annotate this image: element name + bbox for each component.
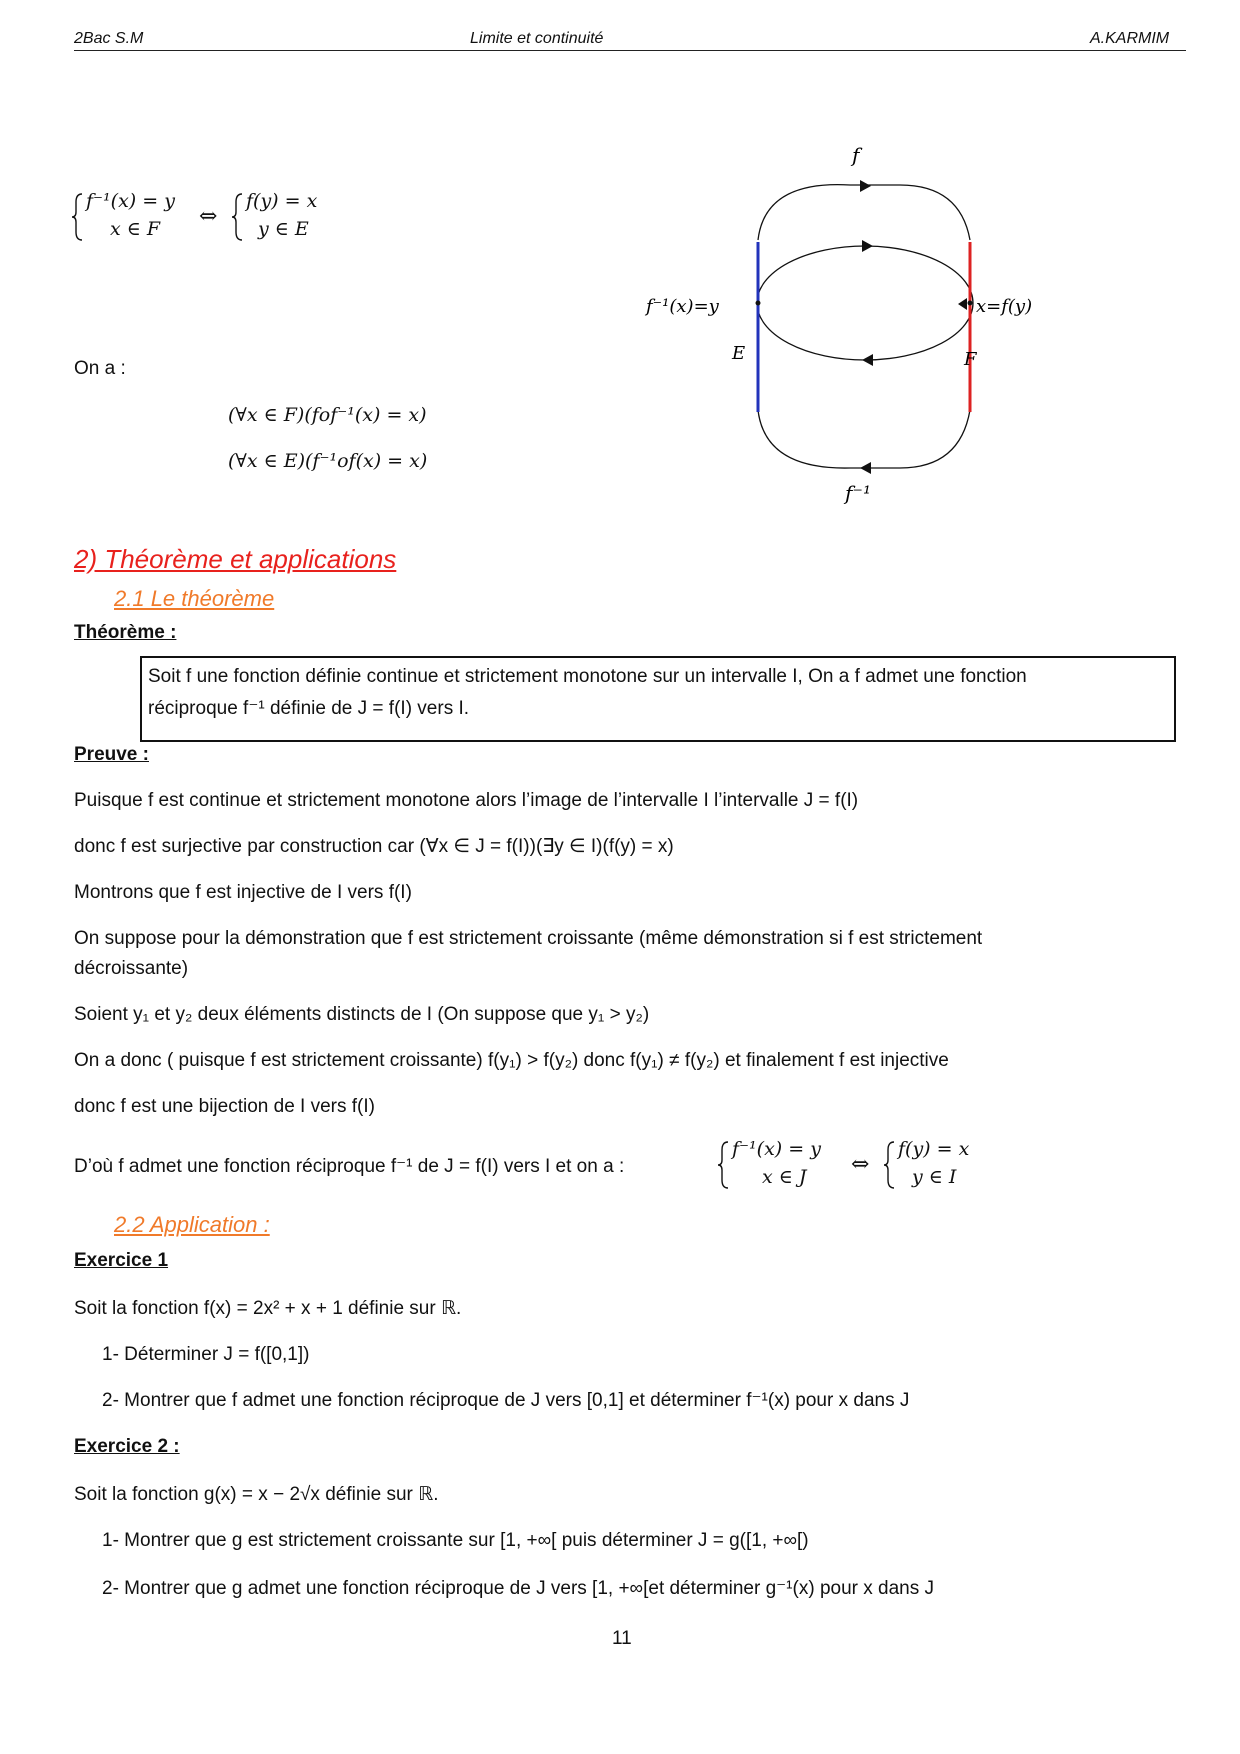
arrow-bottom-ellipse-icon	[862, 354, 873, 366]
header-rule	[74, 50, 1186, 51]
label-finv: f⁻¹	[845, 481, 871, 505]
theorem-label: Théorème :	[74, 622, 177, 643]
proof-line-1: Puisque f est continue et strictement monotone alors l’image de l’intervalle I l’intervalle J = f(I)	[74, 790, 859, 811]
bijection-diagram	[640, 140, 1080, 520]
page-number: 11	[612, 1628, 632, 1649]
point-x	[968, 301, 973, 306]
exercise-2-q1: 1- Montrer que g est strictement croissante sur [1, +∞[ puis déterminer J = g([1, +∞[)	[102, 1530, 809, 1551]
proof-line-8: donc f est une bijection de I vers f(I)	[74, 1096, 375, 1117]
arrow-right-ellipse-icon	[958, 298, 967, 310]
final-sys-r2: y ∈ I	[912, 1166, 957, 1188]
theorem-line-1: Soit f une fonction définie continue et strictement monotone sur un intervalle I, On a f admet une fonction	[148, 666, 1027, 687]
label-set-F: F	[964, 349, 977, 370]
label-set-E: E	[732, 343, 746, 364]
top-sys-arrow: ⇔	[199, 204, 218, 229]
exercise-1-intro: Soit la fonction f(x) = 2x² + x + 1 définie sur ℝ.	[74, 1298, 462, 1319]
exercise-1-q1: 1- Déterminer J = f([0,1])	[102, 1344, 310, 1365]
proof-line-6: Soient y₁ et y₂ deux éléments distincts de I (On suppose que y₁ > y₂)	[74, 1004, 650, 1025]
middle-ellipse	[757, 246, 973, 360]
label-left-point: f⁻¹(x)=y	[646, 296, 719, 317]
proof-line-2: donc f est surjective par construction car (∀x ∈ J = f(I))(∃y ∈ I)(f(y) = x)	[74, 836, 674, 857]
final-sys-arrow: ⇔	[851, 1152, 870, 1177]
final-sys-r1: f(y) = x	[898, 1138, 970, 1160]
final-sys-l2: x ∈ J	[762, 1166, 807, 1188]
exercise-2-q2: 2- Montrer que g admet une fonction réciproque de J vers [1, +∞[et déterminer g⁻¹(x) pour x dans J	[102, 1578, 935, 1599]
top-sys-r2: y ∈ E	[258, 218, 309, 240]
proof-line-3: Montrons que f est injective de I vers f(I)	[74, 882, 412, 903]
proof-line-4: On suppose pour la démonstration que f est strictement croissante (même démonstration si f est strictement	[74, 928, 983, 949]
label-f: f	[852, 143, 860, 167]
proof-line-7: On a donc ( puisque f est strictement croissante) f(y₁) > f(y₂) donc f(y₁) ≠ f(y₂) et finalement f est injective	[74, 1050, 949, 1071]
header-left: 2Bac S.M	[74, 30, 144, 47]
exercise-2-intro: Soit la fonction g(x) = x − 2√x définie sur ℝ.	[74, 1484, 439, 1505]
arrow-finv-icon	[860, 462, 871, 474]
label-right-point: x=f(y)	[976, 296, 1033, 317]
point-y	[756, 301, 761, 306]
proof-line-9: D’où f admet une fonction réciproque f⁻¹ de J = f(I) vers I et on a :	[74, 1156, 625, 1177]
subsection-theorem: 2.1 Le théorème	[114, 586, 275, 611]
property-2: (∀x ∈ E)(f⁻¹of(x) = x)	[228, 450, 428, 472]
exercise-2-label: Exercice 2 :	[74, 1436, 180, 1457]
right-brace-icon	[232, 192, 244, 242]
top-system	[72, 190, 352, 250]
proof-label: Preuve :	[74, 744, 149, 765]
header-right: A.KARMIM	[1090, 30, 1170, 47]
subsection-application: 2.2 Application :	[114, 1212, 270, 1237]
exercise-1-q2: 2- Montrer que f admet une fonction réciproque de J vers [0,1] et déterminer f⁻¹(x) pour x dans J	[102, 1390, 910, 1411]
top-sys-l2: x ∈ F	[110, 218, 161, 240]
theorem-box	[140, 656, 1176, 742]
final-system	[718, 1138, 998, 1198]
arrow-top-ellipse-icon	[862, 240, 873, 252]
header-center: Limite et continuité	[470, 30, 604, 47]
final-sys-l1: f⁻¹(x) = y	[732, 1138, 821, 1160]
proof-line-5: décroissante)	[74, 958, 189, 979]
exercise-1-label: Exercice 1	[74, 1250, 169, 1271]
top-sys-r1: f(y) = x	[246, 190, 318, 212]
on-a-label: On a :	[74, 358, 126, 379]
final-right-brace-icon	[884, 1140, 896, 1190]
property-1: (∀x ∈ F)(fof⁻¹(x) = x)	[228, 404, 427, 426]
arc-finv	[758, 410, 970, 468]
top-sys-l1: f⁻¹(x) = y	[86, 190, 175, 212]
arc-f	[758, 185, 970, 240]
section-title: 2) Théorème et applications	[74, 544, 397, 574]
theorem-line-2: réciproque f⁻¹ définie de J = f(I) vers I.	[148, 698, 470, 719]
final-left-brace-icon	[718, 1140, 730, 1190]
arrow-f-icon	[860, 180, 871, 192]
left-brace-icon	[72, 192, 84, 242]
